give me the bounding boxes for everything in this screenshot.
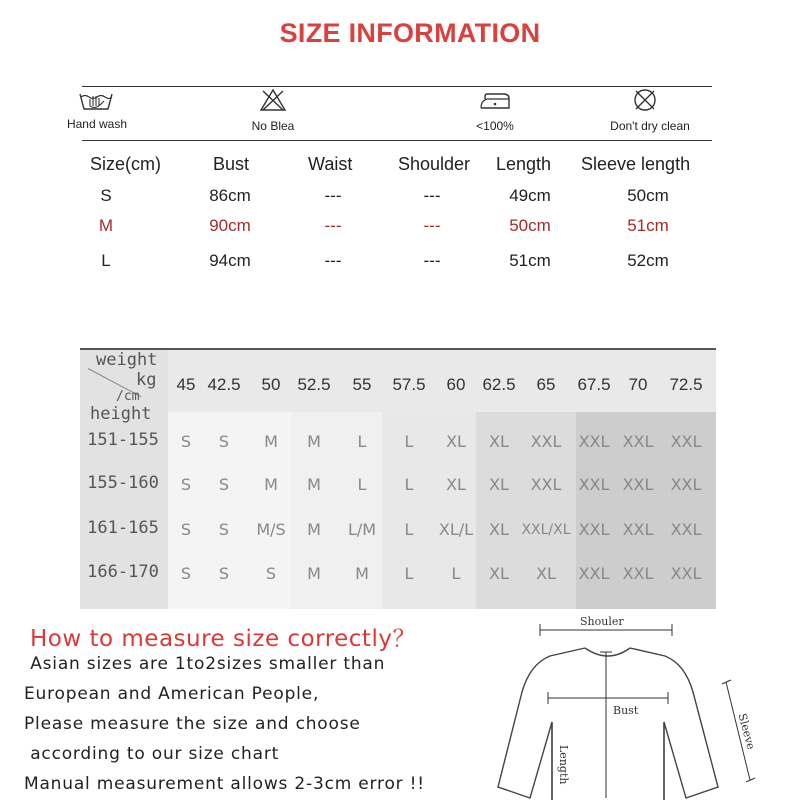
- weight-header-cell: 62.5: [482, 375, 516, 394]
- size-recommendation-cell: L: [357, 475, 367, 494]
- grid-top-line: [80, 348, 716, 350]
- size-cell: ---: [423, 186, 441, 205]
- size-recommendation-cell: XXL: [670, 520, 702, 539]
- size-cell: L: [101, 251, 111, 270]
- size-table-header: Bust: [213, 154, 250, 174]
- care-label: Hand wash: [66, 117, 128, 131]
- care-label: <100%: [476, 119, 514, 133]
- care-hand-wash: [62, 88, 132, 131]
- size-recommendation-cell: XL: [536, 564, 556, 583]
- size-table-header: Sleeve length: [581, 154, 691, 174]
- size-recommendation-cell: S: [218, 520, 230, 539]
- weight-header-cell: 57.5: [392, 375, 426, 394]
- size-cell: ---: [324, 186, 342, 205]
- size-recommendation-cell: XL: [446, 432, 466, 451]
- height-label-cell: 166-170: [87, 562, 159, 582]
- height-label-cell: 161-165: [87, 518, 159, 538]
- diagram-label-sleeve: Sleeve: [735, 712, 758, 751]
- size-recommendation-cell: XXL: [578, 475, 610, 494]
- size-recommendation-cell: L: [404, 432, 414, 451]
- size-recommendation-cell: M/S: [256, 520, 286, 539]
- measure-note-line: according to our size chart: [24, 744, 280, 764]
- size-recommendation-cell: S: [218, 475, 230, 494]
- size-recommendation-cell: XXL/XL: [521, 522, 571, 538]
- size-recommendation-cell: S: [218, 564, 230, 583]
- size-cell: ---: [423, 251, 441, 270]
- size-cell: 90cm: [209, 216, 251, 235]
- care-label: No Blea: [251, 119, 295, 133]
- size-table: [0, 150, 800, 280]
- size-table-header: Size(cm): [90, 154, 161, 174]
- size-cell: 94cm: [209, 251, 251, 270]
- measure-note-line: Please measure the size and choose: [24, 714, 361, 734]
- diagram-label-shoulder: Shouler: [580, 615, 624, 628]
- care-top-divider: [82, 86, 712, 87]
- size-recommendation-cell: XL/L: [438, 520, 474, 539]
- size-cell: 50cm: [627, 186, 669, 205]
- weight-header-cell: 60: [446, 375, 466, 394]
- measure-note-line: European and American People,: [24, 684, 320, 704]
- grid-corner-kg: kg: [136, 370, 157, 390]
- size-recommendation-cell: M: [307, 564, 321, 583]
- size-recommendation-cell: L: [404, 520, 414, 539]
- size-recommendation-cell: M: [307, 432, 321, 451]
- diagram-label-length: Length: [557, 745, 570, 785]
- care-no-dry-clean: [600, 88, 700, 133]
- weight-header-cell: 67.5: [577, 375, 611, 394]
- size-recommendation-cell: M: [264, 475, 278, 494]
- size-recommendation-cell: L: [404, 475, 414, 494]
- size-cell: M: [98, 216, 114, 235]
- height-label-cell: 155-160: [87, 473, 159, 493]
- size-cell: 49cm: [509, 186, 551, 205]
- size-recommendation-cell: S: [265, 564, 277, 583]
- size-recommendation-cell: S: [180, 432, 192, 451]
- measure-note-line: Manual measurement allows 2-3cm error !!: [24, 774, 425, 794]
- size-recommendation-cell: S: [180, 520, 192, 539]
- size-table-header: Shoulder: [398, 154, 471, 174]
- care-bottom-divider: [82, 140, 712, 141]
- size-cell: 51cm: [509, 251, 551, 270]
- size-recommendation-cell: S: [180, 475, 192, 494]
- no-bleach-icon: [255, 88, 291, 112]
- size-recommendation-cell: XXL: [670, 475, 702, 494]
- grid-corner-weight: weight: [96, 350, 158, 370]
- care-label: Don't dry clean: [610, 119, 690, 133]
- size-recommendation-cell: XL: [489, 520, 509, 539]
- care-iron: [460, 88, 530, 133]
- height-label-cell: 151-155: [87, 430, 159, 450]
- size-cell: 52cm: [627, 251, 669, 270]
- page-title: SIZE INFORMATION: [279, 18, 541, 48]
- weight-header-cell: 52.5: [297, 375, 331, 394]
- measure-title: How to measure size correctly？: [30, 626, 416, 652]
- weight-header-cell: 65: [536, 375, 556, 394]
- weight-header-cell: 55: [352, 375, 372, 394]
- iron-icon: [477, 88, 513, 112]
- size-recommendation-cell: S: [218, 432, 230, 451]
- shirt-measurement-diagram: [490, 612, 790, 800]
- size-table-header: Length: [496, 154, 552, 174]
- size-recommendation-cell: XL: [489, 432, 509, 451]
- weight-header-cell: 50: [261, 375, 281, 394]
- weight-header-cell: 72.5: [669, 375, 703, 394]
- size-cell: ---: [324, 251, 342, 270]
- diagram-label-bust: Bust: [613, 704, 639, 717]
- size-recommendation-cell: XL: [489, 475, 509, 494]
- grid-corner-cm: /cm: [116, 389, 140, 404]
- size-recommendation-cell: XXL: [578, 432, 610, 451]
- size-recommendation-cell: S: [180, 564, 192, 583]
- measure-note-line: Asian sizes are 1to2sizes smaller than: [24, 654, 386, 674]
- size-recommendation-cell: XXL: [530, 475, 562, 494]
- size-cell: ---: [423, 216, 441, 235]
- size-cell: 86cm: [209, 186, 251, 205]
- size-recommendation-cell: L/M: [347, 520, 377, 539]
- size-recommendation-cell: M: [307, 520, 321, 539]
- weight-header-cell: 42.5: [207, 375, 241, 394]
- size-recommendation-cell: XL: [446, 475, 466, 494]
- size-recommendation-cell: M: [264, 432, 278, 451]
- size-cell: ---: [324, 216, 342, 235]
- weight-header-cell: 70: [628, 375, 648, 394]
- size-recommendation-cell: M: [355, 564, 369, 583]
- hand-wash-icon: [78, 88, 114, 112]
- size-recommendation-cell: XXL: [622, 520, 654, 539]
- size-recommendation-cell: XXL: [530, 432, 562, 451]
- size-recommendation-cell: XXL: [622, 432, 654, 451]
- size-cell: S: [100, 186, 112, 205]
- size-cell: 50cm: [509, 216, 551, 235]
- grid-corner-height: height: [90, 404, 152, 424]
- care-no-bleach: [238, 88, 308, 133]
- size-table-header: Waist: [308, 154, 353, 174]
- size-recommendation-cell: XXL: [622, 475, 654, 494]
- size-recommendation-cell: M: [307, 475, 321, 494]
- size-recommendation-cell: L: [451, 564, 461, 583]
- size-recommendation-cell: L: [357, 432, 367, 451]
- weight-header-cell: 45: [176, 375, 196, 394]
- no-dry-clean-icon: [627, 88, 663, 112]
- size-recommendation-cell: XXL: [670, 432, 702, 451]
- size-recommendation-cell: XL: [489, 564, 509, 583]
- size-cell: 51cm: [627, 216, 669, 235]
- size-recommendation-cell: XXL: [622, 564, 654, 583]
- size-recommendation-cell: XXL: [578, 520, 610, 539]
- size-recommendation-cell: XXL: [670, 564, 702, 583]
- size-recommendation-cell: L: [404, 564, 414, 583]
- size-recommendation-cell: XXL: [578, 564, 610, 583]
